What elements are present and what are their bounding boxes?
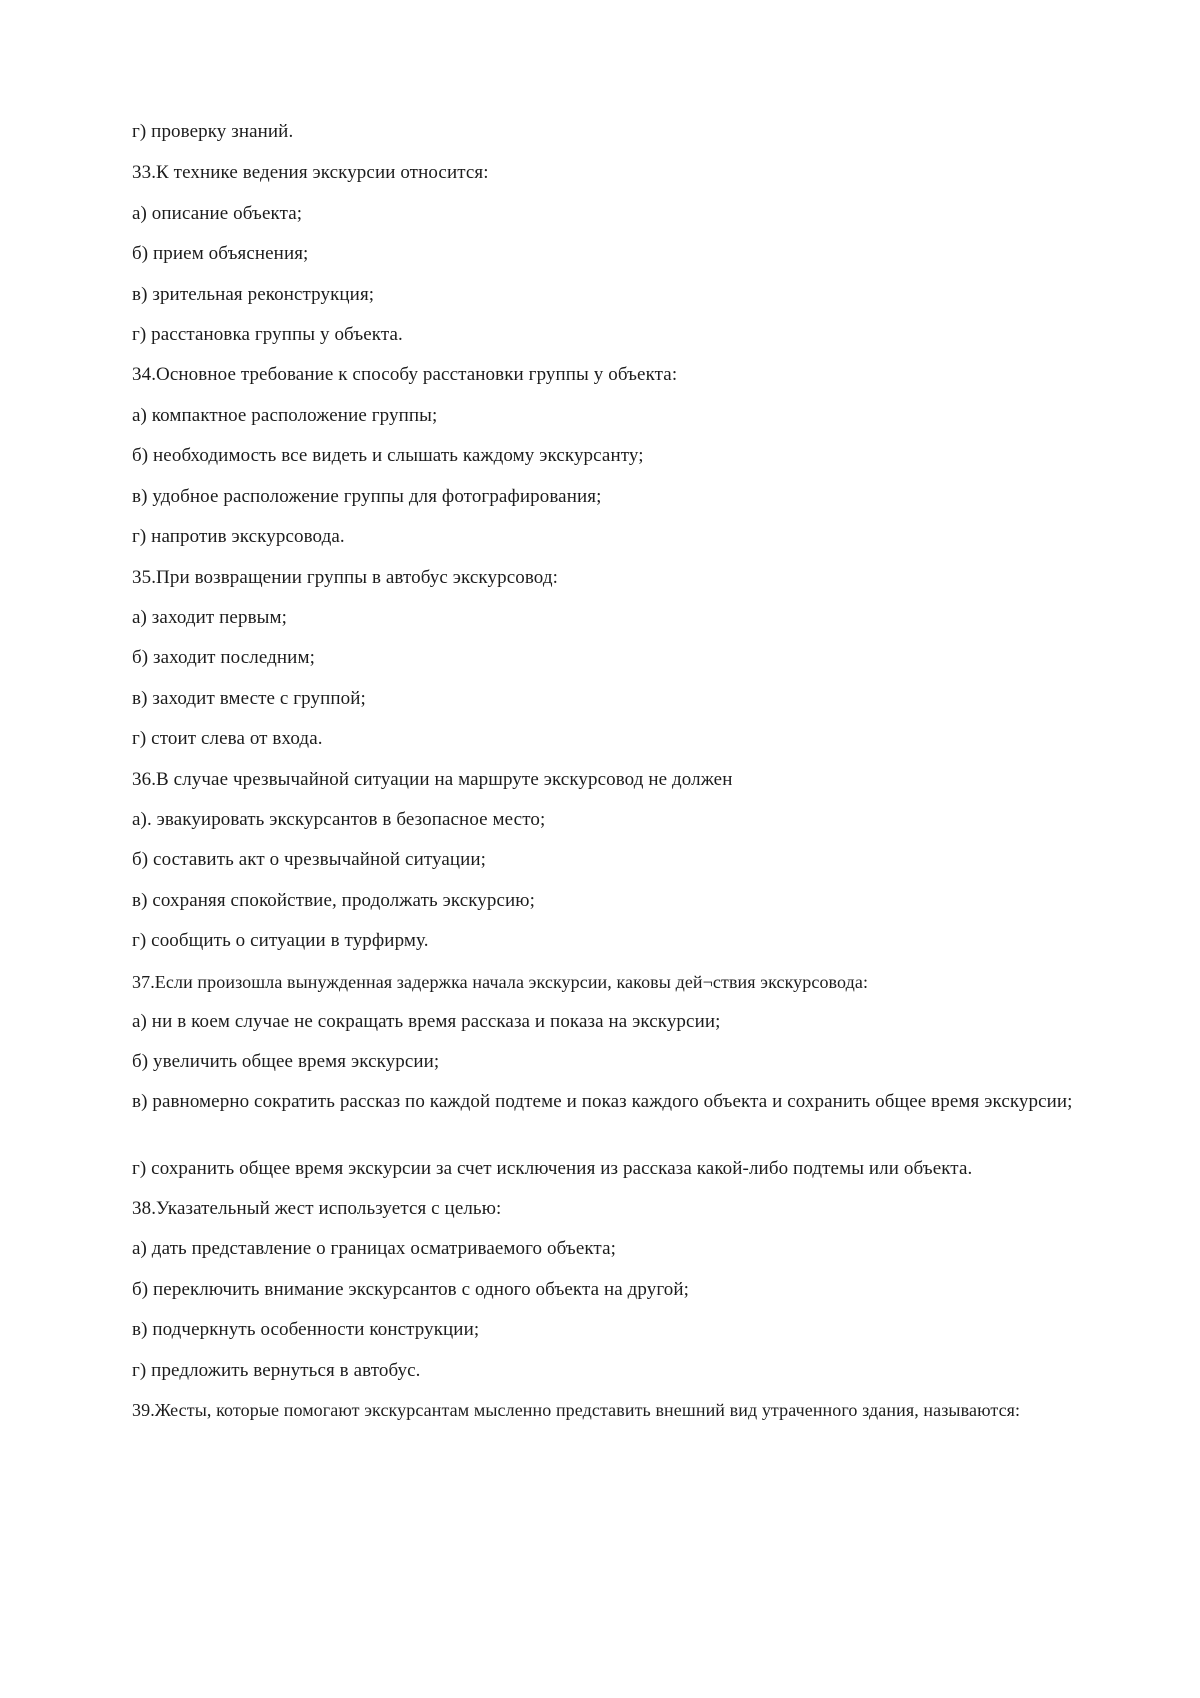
answer-option: г) сохранить общее время экскурсии за счет исключения из рассказа какой-либо подтемы или объекта. xyxy=(132,1158,973,1179)
answer-option: б) заходит последним; xyxy=(132,647,315,668)
answer-option: г) проверку знаний. xyxy=(132,121,294,142)
answer-option: в) зрительная реконструкция; xyxy=(132,284,375,305)
answer-option: б) увеличить общее время экскурсии; xyxy=(132,1051,440,1072)
answer-option: в) заходит вместе с группой; xyxy=(132,688,366,709)
question-37: 37.Если произошла вынужденная задержка начала экскурсии, каковы дей¬ствия экскурсовода: xyxy=(132,972,869,992)
question-35: 35.При возвращении группы в автобус экскурсовод: xyxy=(132,567,558,588)
answer-option: б) составить акт о чрезвычайной ситуации; xyxy=(132,849,487,870)
answer-option: г) предложить вернуться в автобус. xyxy=(132,1360,421,1381)
question-39: 39.Жесты, которые помогают экскурсантам мысленно представить внешний вид утраченного здания, называются: xyxy=(132,1400,1021,1420)
answer-option: а) описание объекта; xyxy=(132,203,303,224)
answer-option: б) необходимость все видеть и слышать каждому экскурсанту; xyxy=(132,445,644,466)
answer-option: в) сохраняя спокойствие, продолжать экскурсию; xyxy=(132,890,535,911)
question-33: 33.К технике ведения экскурсии относится: xyxy=(132,162,489,183)
question-36: 36.В случае чрезвычайной ситуации на маршруте экскурсовод не должен xyxy=(132,769,733,790)
answer-option: а) дать представление о границах осматриваемого объекта; xyxy=(132,1238,616,1259)
answer-option: а) заходит первым; xyxy=(132,607,288,628)
answer-option: в) удобное расположение группы для фотографирования; xyxy=(132,486,602,507)
answer-option: а) компактное расположение группы; xyxy=(132,405,438,426)
answer-option: г) напротив экскурсовода. xyxy=(132,526,345,547)
answer-option: а) ни в коем случае не сокращать время рассказа и показа на экскурсии; xyxy=(132,1011,721,1032)
question-38: 38.Указательный жест используется с целью: xyxy=(132,1198,502,1219)
answer-option: б) прием объяснения; xyxy=(132,243,309,264)
question-34: 34.Основное требование к способу расстановки группы у объекта: xyxy=(132,364,678,385)
answer-option: в) подчеркнуть особенности конструкции; xyxy=(132,1319,480,1340)
answer-option: а). эвакуировать экскурсантов в безопасное место; xyxy=(132,809,546,830)
answer-option: б) переключить внимание экскурсантов с одного объекта на другой; xyxy=(132,1279,690,1300)
answer-option: г) сообщить о ситуации в турфирму. xyxy=(132,930,429,951)
answer-option: г) стоит слева от входа. xyxy=(132,728,323,749)
answer-option: в) равномерно сократить рассказ по каждой подтеме и показ каждого объекта и сохранить общее время экскурсии; xyxy=(132,1091,1073,1112)
answer-option: г) расстановка группы у объекта. xyxy=(132,324,403,345)
